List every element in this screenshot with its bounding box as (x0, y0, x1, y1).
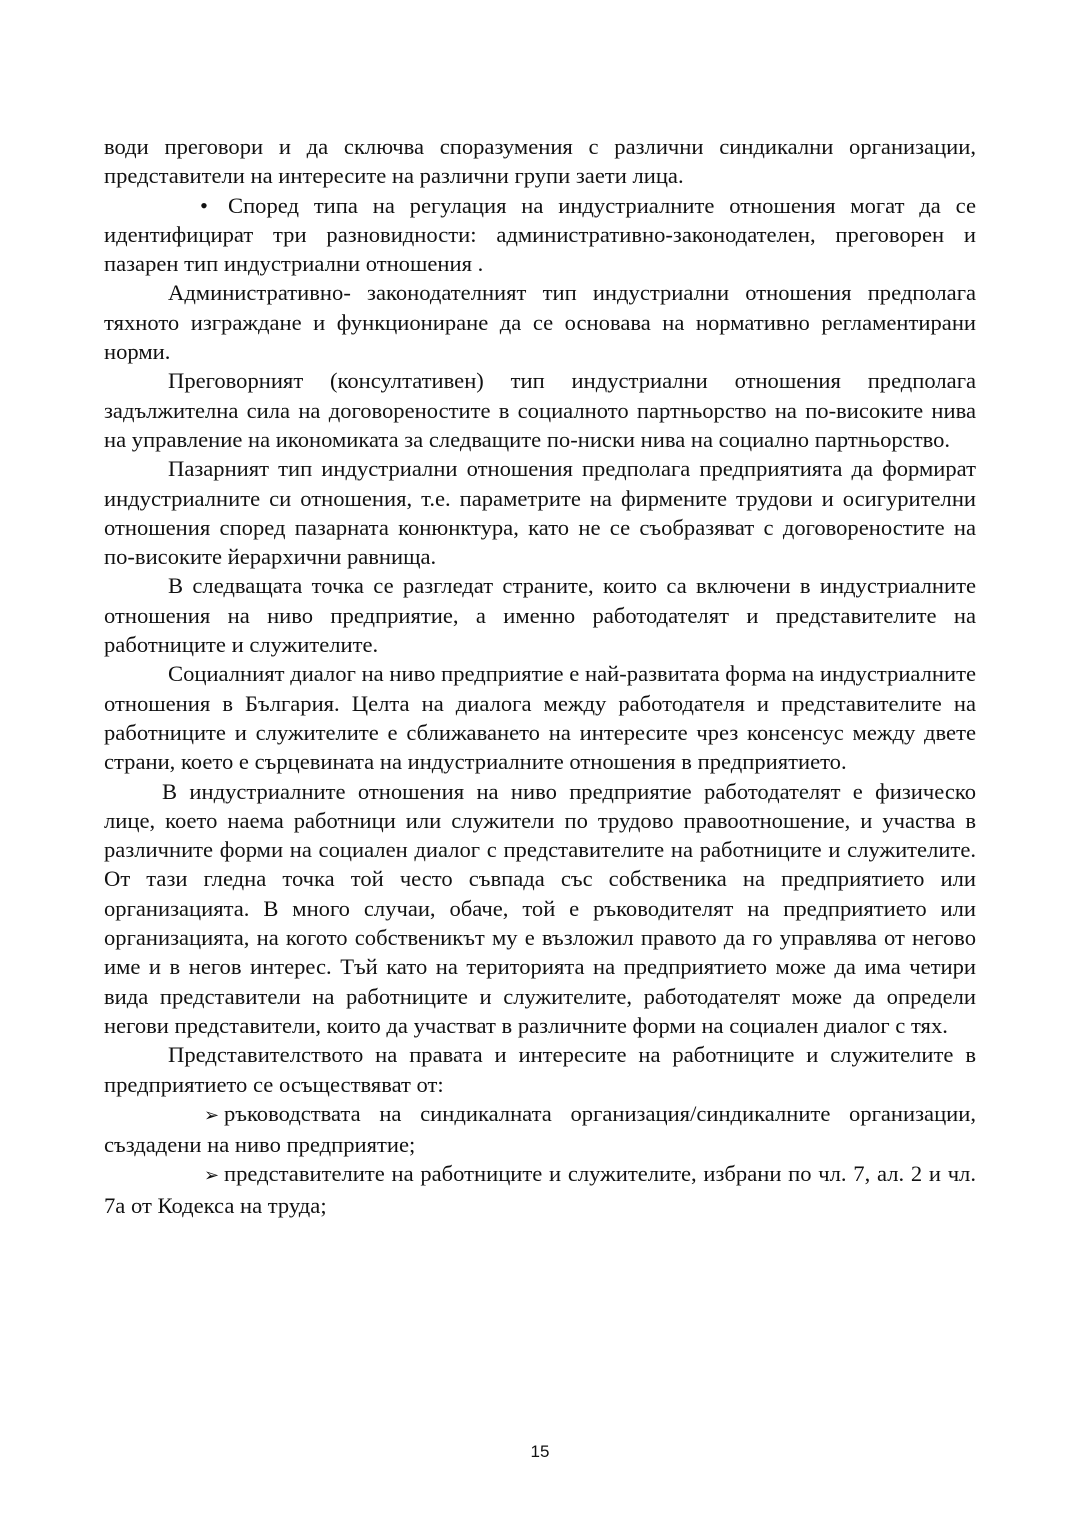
list-item-elected-representatives (104, 1159, 976, 1220)
paragraph-market-type: Пазарният тип индустриални отношения предполага предприятията да формират индустриалните си отношения, т.е. параметрите на фирмените трудови и осигурителни отношения според пазарната конюнктура, като не се съобразяват с договореностите на по-високите йерархични равнища. (104, 456, 976, 570)
paragraph-social-dialogue: Социалният диалог на ниво предприятие е най-развитата форма на индустриалните отношения в България. Целта на диалога между работодателя и представителите на работниците и служителите е сближаването на интересите чрез консенсус между двете страни, което е сърцевината на индустриалните отношения в предприятието. (104, 661, 976, 775)
arrow-bullet-icon: ➢ (204, 1104, 220, 1126)
paragraph-administrative-type: Административно- законодателният тип индустриални отношения предполага тяхното изграждане и функциониране да се основава на нормативно регламентирани норми. (104, 280, 976, 365)
paragraph-representation: Представителството на правата и интересите на работниците и служителите в предприятието се осъществяват от: (104, 1042, 976, 1097)
paragraph-continuation: води преговори и да сключва споразумения с различни синдикални организации, представители на интересите на различни групи заети лица. (104, 134, 976, 189)
paragraph-parties: В следващата точка се разгледат страните, които са включени в индустриалните отношения на ниво предприятие, а именно работодателят и представителите на работниците и служителите. (104, 573, 976, 658)
bullet-item-regulation-types (104, 191, 976, 279)
list-item-text: ръководствата на синдикалната организация/синдикалните организации, създадени на ниво предприятие; (104, 1100, 976, 1158)
arrow-bullet-icon: ➢ (204, 1165, 220, 1187)
page-number: 15 (530, 1442, 550, 1461)
list-item-union-leadership (104, 1099, 976, 1160)
document-page (104, 132, 976, 1220)
bullet-item-text: Според типа на регулация на индустриалните отношения могат да се идентифицират три разновидности: административно-законодателен, преговорен и пазарен тип индустриални отношения . (104, 192, 976, 277)
bullet-icon: • (200, 192, 208, 218)
paragraph-employer: В индустриалните отношения на ниво предприятие работодателят е физическо лице, което наема работници или служители по трудово правоотношение, и участва в различните форми на социален диалог с представителите на работниците и служителите. От тази гледна точка той често съвпада със собственика на предприятието или организацията. В много случаи, обаче, той е ръководителят на предприятието или организацията, на когото собственикът му е възложил правото да го управлява от негово име и в негов интерес. Тъй като на територията на предприятието може да има четири вида представители на работниците и служителите, работодателят може да определи негови представители, които да участват в различните форми на социален диалог с тях. (104, 778, 976, 1038)
paragraph-negotiation-type: Преговорният (консултативен) тип индустриални отношения предполага задължителна сила на договореностите в социалното партньорство на по-високите нива на управление на икономиката за следващите по-ниски нива на социално партньорство. (104, 368, 976, 452)
list-item-text: представителите на работниците и служителите, избрани по чл. 7, ал. 2 и чл. 7а от Кодекса на труда; (104, 1161, 976, 1218)
